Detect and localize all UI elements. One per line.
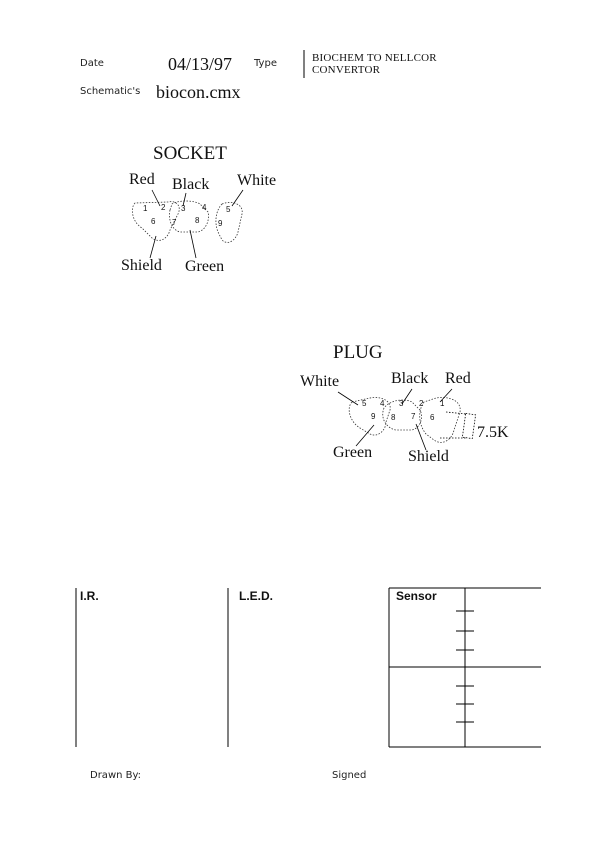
plug-pin-1: 1: [440, 399, 445, 408]
plug-label-black: Black: [391, 370, 429, 387]
plug-label-red: Red: [445, 370, 471, 387]
plug-title: PLUG: [333, 342, 383, 363]
socket-pin-6: 6: [151, 217, 156, 226]
plug-pin-2: 2: [419, 399, 424, 408]
type-label: Type: [254, 58, 277, 69]
socket-label-green: Green: [185, 258, 225, 275]
socket-label-shield: Shield: [121, 257, 162, 274]
type-value-line1: BIOCHEM TO NELLCOR: [312, 52, 437, 64]
leader-plug-red: [440, 389, 452, 402]
bottom-panels: [76, 588, 541, 747]
socket-pin-7: 7: [172, 218, 177, 227]
socket-pin-5: 5: [226, 205, 231, 214]
leader-plug-white: [338, 392, 358, 405]
signed-label: Signed: [332, 770, 367, 781]
socket-pin-1: 1: [143, 204, 148, 213]
plug-pin-5: 5: [362, 399, 367, 408]
plug-pin-3: 3: [399, 399, 404, 408]
resistor-symbol: [440, 412, 476, 439]
socket-label-red: Red: [129, 171, 155, 188]
socket-pin-2: 2: [161, 203, 166, 212]
resistor-lead-top: [446, 412, 466, 414]
socket-pin-8: 8: [195, 216, 200, 225]
plug-pin-4: 4: [380, 399, 385, 408]
schematic-label: Schematic's: [80, 86, 141, 97]
leader-plug-shield: [416, 424, 426, 450]
socket-label-black: Black: [172, 176, 210, 193]
plug-label-shield: Shield: [408, 448, 449, 465]
date-label: Date: [80, 58, 104, 69]
socket-pin-numbers: [143, 203, 231, 228]
leader-plug-green: [356, 425, 374, 446]
socket-label-white: White: [237, 172, 277, 189]
date-value: 04/13/97: [168, 54, 233, 74]
leader-green: [190, 230, 196, 258]
plug-label-white: White: [300, 373, 340, 390]
socket-pin-4: 4: [202, 203, 207, 212]
resistor-body: [462, 413, 475, 438]
schematic-value: biocon.cmx: [156, 82, 241, 102]
ir-box-title: I.R.: [80, 589, 99, 603]
plug-pin-6: 6: [430, 413, 435, 422]
plug-label-green: Green: [333, 444, 373, 461]
leader-shield: [150, 236, 156, 258]
leader-white: [232, 190, 243, 206]
socket-pin-3: 3: [181, 204, 186, 213]
sensor-box-title: Sensor: [396, 589, 437, 603]
type-value-line2: CONVERTOR: [312, 64, 381, 76]
drawn-by-label: Drawn By:: [90, 770, 142, 781]
socket-pin-9: 9: [218, 219, 223, 228]
plug-pin-9: 9: [371, 412, 376, 421]
plug-pin-8: 8: [391, 413, 396, 422]
socket-title: SOCKET: [153, 143, 227, 164]
led-box-title: L.E.D.: [239, 589, 274, 603]
plug-pin-7: 7: [411, 412, 416, 421]
resistor-label: 7.5K: [477, 424, 509, 441]
leader-red: [152, 190, 160, 206]
